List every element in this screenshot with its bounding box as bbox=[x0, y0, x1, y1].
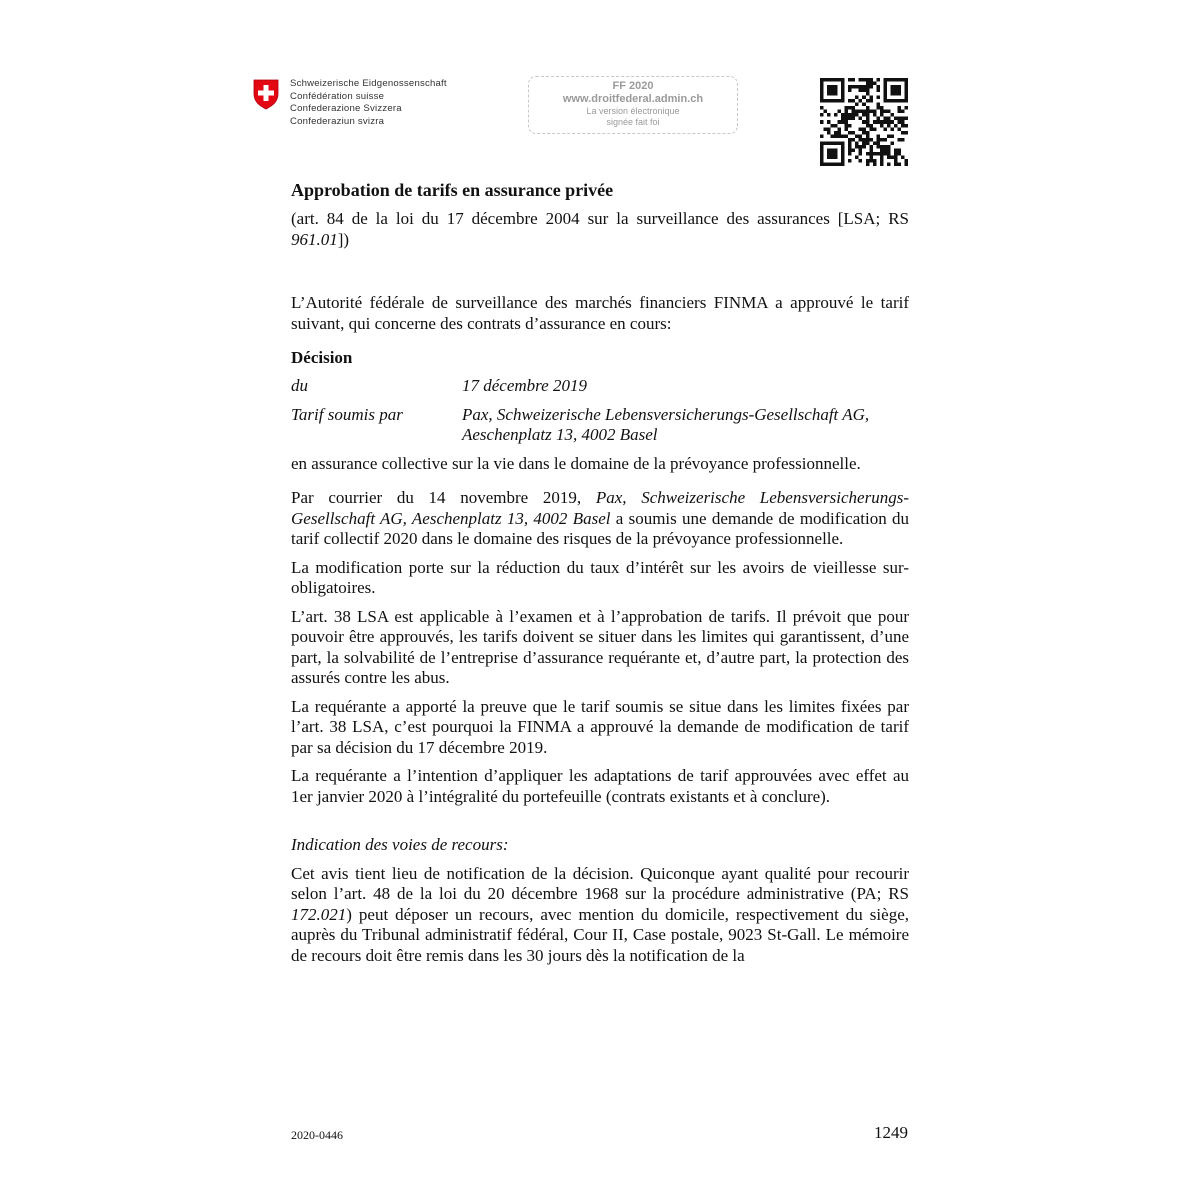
confederation-fr: Confédération suisse bbox=[290, 90, 385, 102]
qr-code-icon bbox=[820, 78, 908, 166]
paragraph-approval: La requérante a apporté la preuve que le tarif soumis se situe dans les limites fixées par l’art. 38 LSA, c’est pourquoi la FINMA a approuvé la demande de modification de tarif par sa décision du 17 décembre 2019. bbox=[291, 696, 909, 757]
decision-row-date bbox=[291, 376, 909, 397]
confederation-rm: Confederaziun svizra bbox=[290, 115, 385, 127]
decision-value: 17 décembre 2019 bbox=[462, 376, 587, 395]
appeal-ref: 172.021 bbox=[291, 904, 347, 924]
paragraph-legal-basis: L’art. 38 LSA est applicable à l’examen et à l’approbation de tarifs. Il prévoit que pour pouvoir être approuvés, les tarifs doivent se situer dans les limites qui garantissent, d’une part, la solvabilité de l’entreprise d’assurance requérante et, d’autre part, la protection des assurés contre les abus. bbox=[291, 606, 909, 687]
decision-row-submitter bbox=[291, 405, 909, 446]
para1-company: Pax, Schweizerische Lebensversicherungs-Gesellschaft AG, Aeschenplatz 13, 4002 Basel bbox=[291, 488, 909, 528]
official-version-box bbox=[528, 76, 738, 134]
decision-value: Pax, Schweizerische Lebensversicherungs-Gesellschaft AG, Aeschenplatz 13, 4002 Basel bbox=[462, 404, 870, 444]
document-number: 2020-0446 bbox=[291, 1128, 343, 1142]
document-body bbox=[291, 178, 909, 966]
ff-reference: FF 2020 bbox=[612, 80, 654, 92]
page-number: 1249 bbox=[874, 1123, 908, 1142]
confederation-it: Confederazione Svizzera bbox=[290, 103, 402, 115]
decision-label: du bbox=[291, 376, 308, 395]
ff-signature-line1: La version électronique bbox=[586, 106, 680, 116]
document-subtitle bbox=[291, 209, 909, 250]
appeal-heading: Indication des voies de recours: bbox=[291, 835, 509, 854]
qr-code-modules bbox=[820, 78, 908, 166]
swiss-crest-icon bbox=[252, 78, 280, 110]
para1-start: Par courrier du 14 novembre 2019, bbox=[291, 488, 596, 507]
confederation-names bbox=[290, 78, 447, 128]
para1-end: a soumis une demande de modification du tarif collectif 2020 dans le domaine des risques de la prévoyance professionnelle. bbox=[291, 508, 909, 548]
confederation-de: Schweizerische Eidgenossenschaft bbox=[290, 78, 447, 89]
appeal-end: ) peut déposer un recours, avec mention du domicile, respectivement du siège, auprès du Tribunal administratif fédéral, Cour II, Case postale, 9023 St-Gall. Le mémoire de recours doit être remis dans les 30 jours dès la notification de la bbox=[291, 904, 909, 965]
subtitle-end: ]) bbox=[337, 229, 350, 249]
ff-signature-line2: signée fait foi bbox=[606, 117, 660, 127]
decision-heading: Décision bbox=[291, 348, 353, 367]
appeal-start: Cet avis tient lieu de notification de la décision. Quiconque ayant qualité pour recourir selon l’art. 48 de la loi du 20 décembre 1968 sur la procédure administrative (PA; RS bbox=[291, 863, 909, 903]
page-header bbox=[252, 76, 912, 168]
intro-paragraph: L’Autorité fédérale de surveillance des marchés financiers FINMA a approuvé le tarif suivant, qui concerne des contrats d’assurance en cours: bbox=[291, 293, 909, 333]
paragraph-request bbox=[291, 488, 909, 550]
subtitle-ref: 961.01 bbox=[291, 229, 338, 249]
ff-url: www.droitfederal.admin.ch bbox=[562, 93, 704, 105]
paragraph-modification: La modification porte sur la réduction du taux d’intérêt sur les avoirs de vieillesse sur-obligatoires. bbox=[291, 557, 909, 597]
decision-label: Tarif soumis par bbox=[291, 404, 403, 424]
document-title: Approbation de tarifs en assurance privée bbox=[291, 180, 614, 200]
appeal-paragraph bbox=[291, 864, 909, 967]
paragraph-effect: La requérante a l’intention d’appliquer les adaptations de tarif approuvées avec effet au 1er janvier 2020 à l’intégralité du portefeuille (contrats existants et à conclure). bbox=[291, 766, 909, 806]
subtitle-text: (art. 84 de la loi du 17 décembre 2004 sur la surveillance des assurances [LSA; RS bbox=[291, 209, 909, 228]
decision-scope: en assurance collective sur la vie dans le domaine de la prévoyance professionnelle. bbox=[291, 453, 861, 473]
